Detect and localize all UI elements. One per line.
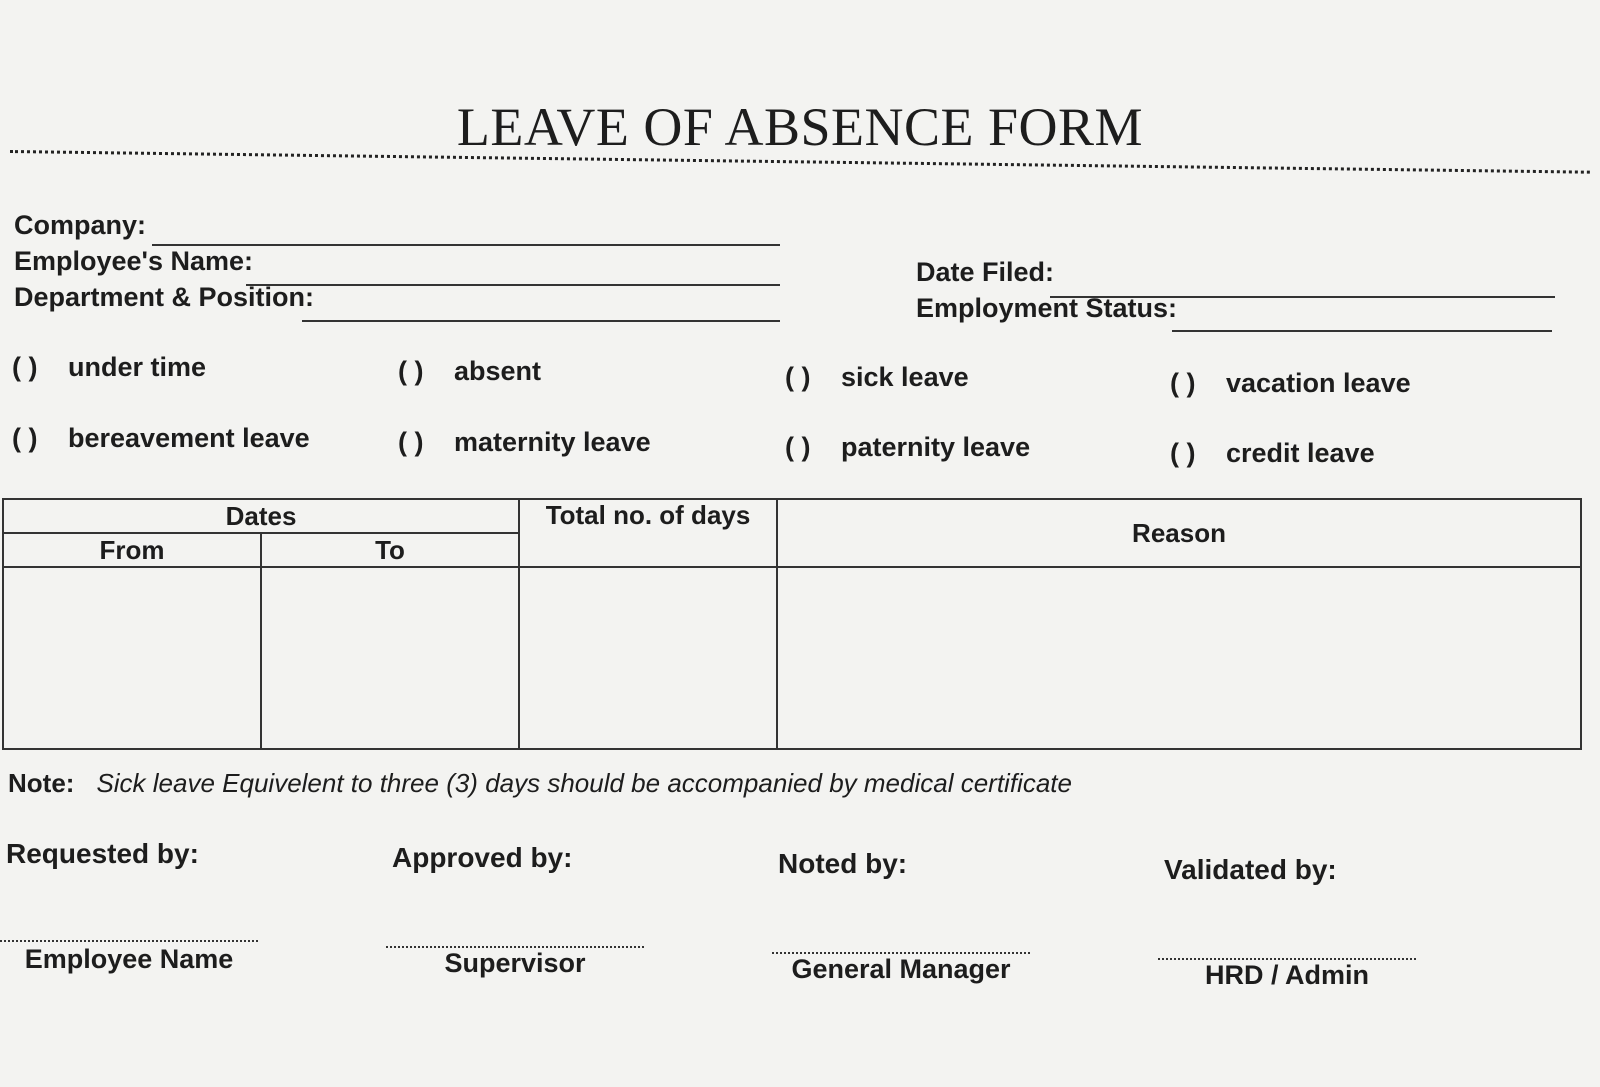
requested-by-signature-line[interactable]: [0, 940, 258, 942]
to-header: To: [261, 533, 519, 567]
option-under-time[interactable]: [12, 352, 206, 383]
form-title: LEAVE OF ABSENCE FORM: [456, 97, 1144, 157]
company-label: Company:: [14, 210, 147, 240]
option-paternity-leave[interactable]: [785, 432, 1030, 463]
approved-by-caption: Supervisor: [444, 948, 586, 978]
option-label: credit leave: [1226, 438, 1375, 468]
checkbox[interactable]: ( ): [785, 432, 811, 462]
department-position-label: Department & Position:: [14, 282, 315, 312]
requested-by-heading: Requested by:: [6, 838, 199, 869]
option-label: maternity leave: [454, 427, 651, 457]
checkbox[interactable]: ( ): [1170, 438, 1196, 468]
checkbox[interactable]: ( ): [1170, 368, 1196, 398]
reason-cell[interactable]: [777, 567, 1581, 749]
option-label: vacation leave: [1226, 368, 1411, 398]
option-label: sick leave: [841, 362, 969, 392]
reason-header: Reason: [777, 499, 1581, 567]
checkbox[interactable]: ( ): [398, 356, 424, 386]
to-cell[interactable]: [261, 567, 519, 749]
note-label: Note:: [8, 768, 75, 798]
checkbox[interactable]: ( ): [12, 352, 38, 382]
employment-status-field[interactable]: [1172, 330, 1552, 332]
noted-by-caption: General Manager: [791, 954, 1011, 984]
option-sick-leave[interactable]: [785, 362, 969, 393]
noted-by-heading: Noted by:: [778, 848, 908, 879]
total-days-cell[interactable]: [519, 567, 777, 749]
option-label: bereavement leave: [68, 423, 310, 453]
employee-name-field[interactable]: [246, 284, 780, 286]
checkbox[interactable]: ( ): [12, 423, 38, 453]
option-maternity-leave[interactable]: [398, 427, 651, 458]
total-days-header: Total no. of days: [519, 499, 777, 567]
date-filed-label: Date Filed:: [916, 257, 1055, 287]
option-label: paternity leave: [841, 432, 1031, 462]
department-position-field[interactable]: [302, 320, 780, 322]
requested-by-caption: Employee Name: [24, 944, 234, 974]
employee-name-label: Employee's Name:: [14, 246, 254, 276]
leave-dates-table: [2, 498, 1582, 750]
option-credit-leave[interactable]: [1170, 438, 1375, 469]
validated-by-caption: HRD / Admin: [1205, 960, 1369, 990]
note-text: Sick leave Equivelent to three (3) days should be accompanied by medical certificate: [96, 768, 1072, 798]
option-label: absent: [454, 356, 542, 386]
from-cell[interactable]: [3, 567, 261, 749]
note: [8, 768, 1072, 799]
checkbox[interactable]: ( ): [785, 362, 811, 392]
option-absent[interactable]: [398, 356, 541, 387]
validated-by-heading: Validated by:: [1164, 854, 1337, 885]
option-vacation-leave[interactable]: [1170, 368, 1411, 399]
dates-header: Dates: [3, 499, 519, 533]
employment-status-label: Employment Status:: [916, 293, 1178, 323]
option-bereavement-leave[interactable]: [12, 423, 310, 454]
checkbox[interactable]: ( ): [398, 427, 424, 457]
approved-by-heading: Approved by:: [392, 842, 573, 873]
option-label: under time: [68, 352, 207, 382]
from-header: From: [3, 533, 261, 567]
